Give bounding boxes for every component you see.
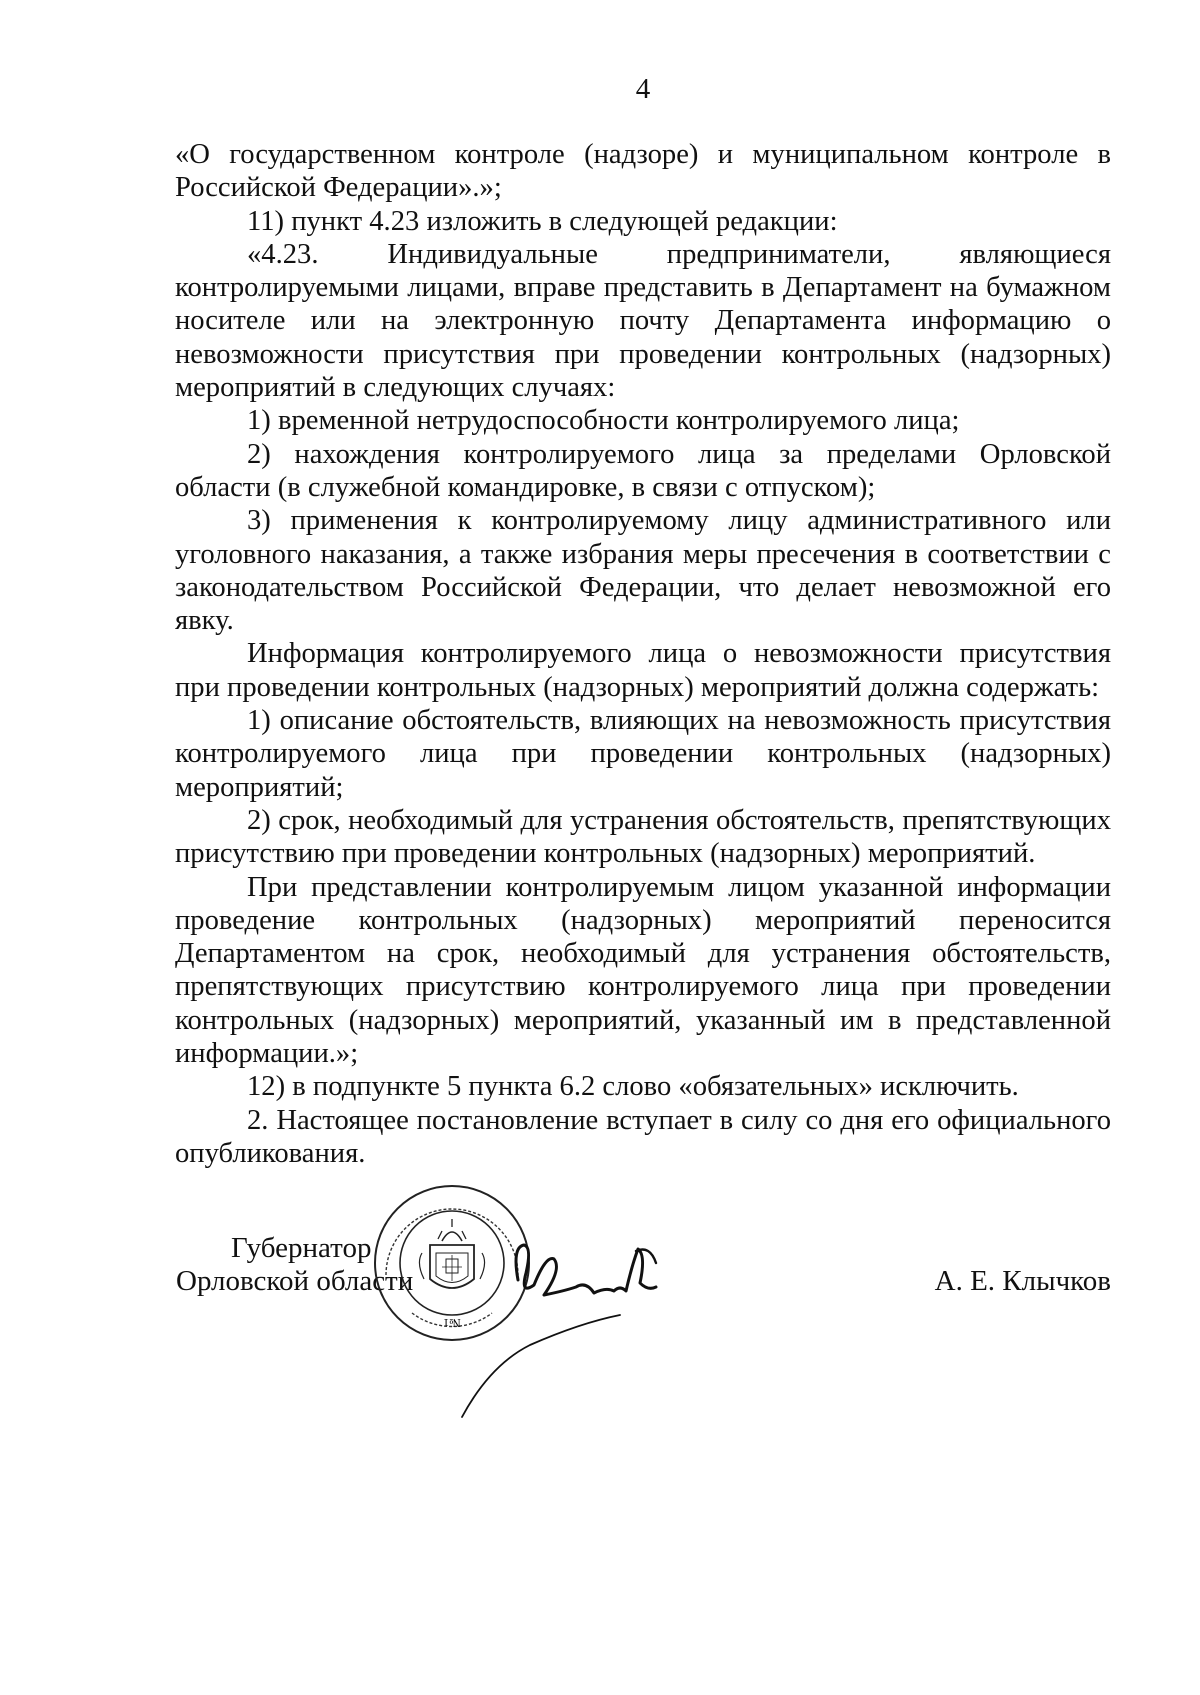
paragraph: Информация контролируемого лица о невозможности присутствия при проведении контрольных (надзорных) мероприятий должна содержать:	[175, 638, 1111, 703]
paragraph: «О государственном контроле (надзоре) и муниципальном контроле в Российской Федерации».»;	[175, 139, 1111, 204]
paragraph: 1) описание обстоятельств, влияющих на невозможность присутствия контролируемого лица при проведении контрольных (надзорных) мероприятий;	[175, 705, 1111, 803]
paragraph: 2) срок, необходимый для устранения обстоятельств, препятствующих присутствию при проведении контрольных (надзорных) мероприятий.	[175, 804, 1111, 870]
signatory-position-line1: Губернатор	[231, 1232, 372, 1264]
paragraph: «4.23. Индивидуальные предприниматели, являющиеся контролируемыми лицами, вправе представить в Департамент на бумажном носителе или на электронную почту Департамента информацию о невозможности присутствия при проведении контрольных (надзорных) мероприятий в следующих случаях:	[175, 238, 1111, 404]
paragraph: 11) пункт 4.23 изложить в следующей редакции:	[247, 205, 838, 237]
seal-number: №1	[443, 1316, 461, 1330]
paragraph: 2) нахождения контролируемого лица за пределами Орловской области (в служебной командировке, в связи с отпуском);	[175, 438, 1111, 503]
paragraph: 3) применения к контролируемому лицу административного или уголовного наказания, а также избрания меры пресечения в соответствии с законодательством Российской Федерации, что делает невозможной его явку.	[175, 505, 1111, 637]
page-number: 4	[635, 73, 651, 105]
paragraph: При представлении контролируемым лицом указанной информации проведение контрольных (надзорных) мероприятий переносится Департаментом на срок, необходимый для устранения обстоятельств, препятствующих присутствию контролируемого лица при проведении контрольных (надзорных) мероприятий, указанный им в представленной информации.»;	[175, 871, 1111, 1070]
document-body	[175, 138, 1111, 1170]
signatory-position-line2: Орловской области	[176, 1265, 414, 1297]
paragraph: 1) временной нетрудоспособности контролируемого лица;	[247, 405, 960, 437]
paragraph: 12) в подпункте 5 пункта 6.2 слово «обязательных» исключить.	[247, 1071, 1019, 1103]
paragraph: 2. Настоящее постановление вступает в силу со дня его официального опубликования.	[175, 1104, 1111, 1169]
signatory-name: А. Е. Клычков	[934, 1265, 1111, 1297]
handwritten-signature	[460, 1225, 730, 1425]
